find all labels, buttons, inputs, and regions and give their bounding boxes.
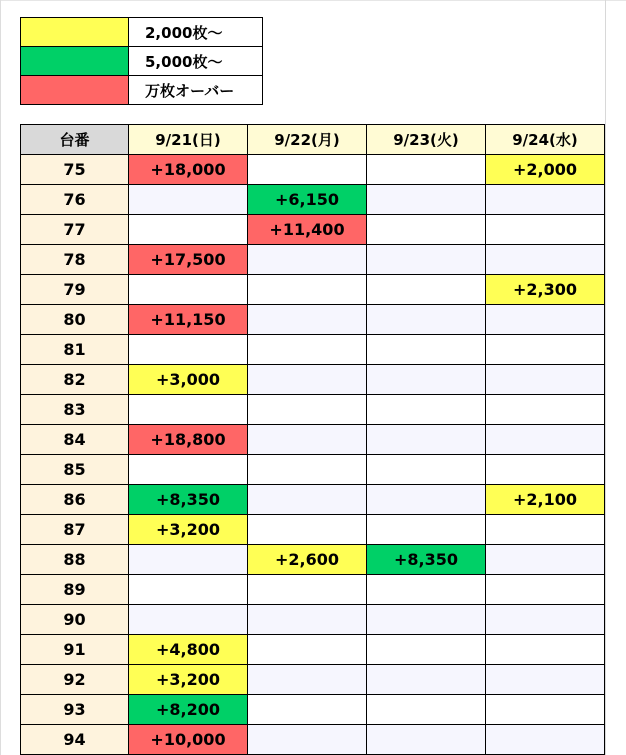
result-cell — [486, 365, 605, 395]
result-cell — [367, 275, 486, 305]
result-cell — [367, 575, 486, 605]
result-cell — [367, 335, 486, 365]
result-cell — [248, 305, 367, 335]
result-cell — [486, 245, 605, 275]
machine-number-cell: 80 — [21, 305, 129, 335]
result-cell — [367, 695, 486, 725]
result-cell — [248, 455, 367, 485]
result-cell — [486, 455, 605, 485]
table-row — [21, 575, 605, 605]
legend-row — [21, 47, 263, 76]
result-cell — [129, 455, 248, 485]
result-cell — [248, 605, 367, 635]
table-row — [21, 425, 605, 455]
table-row — [21, 245, 605, 275]
machine-number-cell: 79 — [21, 275, 129, 305]
result-cell: +2,300 — [486, 275, 605, 305]
machine-number-cell: 94 — [21, 725, 129, 755]
table-row — [21, 485, 605, 515]
page-break-line — [605, 0, 606, 755]
machine-results-table — [20, 124, 605, 755]
machine-number-cell: 88 — [21, 545, 129, 575]
result-cell: +2,000 — [486, 155, 605, 185]
table-row — [21, 515, 605, 545]
result-cell — [486, 635, 605, 665]
machine-number-cell: 93 — [21, 695, 129, 725]
result-cell: +11,150 — [129, 305, 248, 335]
result-cell: +2,600 — [248, 545, 367, 575]
table-row — [21, 695, 605, 725]
machine-number-cell: 82 — [21, 365, 129, 395]
machine-number-cell: 83 — [21, 395, 129, 425]
result-cell — [486, 665, 605, 695]
result-cell: +4,800 — [129, 635, 248, 665]
machine-number-cell: 77 — [21, 215, 129, 245]
result-cell: +17,500 — [129, 245, 248, 275]
result-cell — [367, 605, 486, 635]
table-row — [21, 215, 605, 245]
machine-number-cell: 81 — [21, 335, 129, 365]
sheet-left-edge — [0, 0, 1, 755]
result-cell — [248, 725, 367, 755]
result-cell — [367, 665, 486, 695]
table-row — [21, 305, 605, 335]
result-cell: +8,350 — [129, 485, 248, 515]
result-cell — [248, 425, 367, 455]
result-cell — [367, 185, 486, 215]
result-cell — [367, 455, 486, 485]
result-cell — [248, 635, 367, 665]
column-header-date: 9/23(火) — [367, 125, 486, 155]
result-cell — [486, 725, 605, 755]
result-cell: +11,400 — [248, 215, 367, 245]
legend-label: 2,000枚～ — [129, 18, 263, 47]
legend-row — [21, 76, 263, 105]
machine-number-cell: 75 — [21, 155, 129, 185]
legend-row — [21, 18, 263, 47]
result-cell — [248, 245, 367, 275]
result-cell: +18,000 — [129, 155, 248, 185]
machine-number-cell: 85 — [21, 455, 129, 485]
table-row — [21, 665, 605, 695]
machine-number-cell: 86 — [21, 485, 129, 515]
result-cell — [248, 335, 367, 365]
table-header-row — [21, 125, 605, 155]
result-cell — [129, 275, 248, 305]
result-cell — [367, 245, 486, 275]
column-header-date: 9/21(日) — [129, 125, 248, 155]
result-cell — [248, 395, 367, 425]
result-cell — [248, 485, 367, 515]
result-cell — [248, 515, 367, 545]
result-cell — [367, 155, 486, 185]
result-cell — [486, 545, 605, 575]
legend-swatch — [21, 76, 129, 105]
result-cell — [486, 575, 605, 605]
table-body — [21, 155, 605, 755]
machine-number-cell: 91 — [21, 635, 129, 665]
result-cell — [248, 575, 367, 605]
machine-number-cell: 87 — [21, 515, 129, 545]
machine-number-cell: 92 — [21, 665, 129, 695]
legend-swatch — [21, 47, 129, 76]
column-header-date: 9/24(水) — [486, 125, 605, 155]
machine-number-cell: 76 — [21, 185, 129, 215]
result-cell — [367, 635, 486, 665]
result-cell — [486, 695, 605, 725]
result-cell — [367, 395, 486, 425]
result-cell — [486, 185, 605, 215]
legend-swatch — [21, 18, 129, 47]
result-cell — [367, 725, 486, 755]
table-row — [21, 275, 605, 305]
result-cell — [486, 605, 605, 635]
sheet-top-edge — [0, 0, 626, 1]
table-row — [21, 635, 605, 665]
result-cell — [248, 155, 367, 185]
result-cell — [486, 515, 605, 545]
result-cell — [486, 305, 605, 335]
result-cell: +10,000 — [129, 725, 248, 755]
table-row — [21, 455, 605, 485]
result-cell — [248, 365, 367, 395]
table-row — [21, 725, 605, 755]
result-cell: +18,800 — [129, 425, 248, 455]
result-cell: +3,000 — [129, 365, 248, 395]
color-legend — [20, 17, 263, 105]
result-cell — [367, 485, 486, 515]
table-row — [21, 365, 605, 395]
result-cell — [248, 695, 367, 725]
column-header-date: 9/22(月) — [248, 125, 367, 155]
result-cell — [129, 575, 248, 605]
result-cell: +6,150 — [248, 185, 367, 215]
result-cell — [248, 665, 367, 695]
machine-number-cell: 78 — [21, 245, 129, 275]
result-cell — [129, 215, 248, 245]
table-row — [21, 605, 605, 635]
legend-label: 5,000枚～ — [129, 47, 263, 76]
result-cell — [486, 215, 605, 245]
result-cell — [486, 335, 605, 365]
result-cell — [367, 365, 486, 395]
result-cell — [129, 335, 248, 365]
result-cell: +8,200 — [129, 695, 248, 725]
result-cell — [129, 545, 248, 575]
legend-body — [21, 18, 263, 105]
result-cell — [129, 185, 248, 215]
result-cell — [248, 275, 367, 305]
table-row — [21, 395, 605, 425]
result-cell: +2,100 — [486, 485, 605, 515]
machine-number-cell: 84 — [21, 425, 129, 455]
table-row — [21, 335, 605, 365]
result-cell — [486, 395, 605, 425]
table-row — [21, 155, 605, 185]
result-cell: +8,350 — [367, 545, 486, 575]
result-cell: +3,200 — [129, 665, 248, 695]
machine-number-cell: 89 — [21, 575, 129, 605]
result-cell — [367, 305, 486, 335]
machine-number-cell: 90 — [21, 605, 129, 635]
result-cell — [129, 605, 248, 635]
legend-label: 万枚オーバー — [129, 76, 263, 105]
result-cell — [486, 425, 605, 455]
result-cell — [129, 395, 248, 425]
result-cell — [367, 425, 486, 455]
column-header-machine-number: 台番 — [21, 125, 129, 155]
result-cell — [367, 515, 486, 545]
result-cell — [367, 215, 486, 245]
table-row — [21, 545, 605, 575]
table-row — [21, 185, 605, 215]
result-cell: +3,200 — [129, 515, 248, 545]
